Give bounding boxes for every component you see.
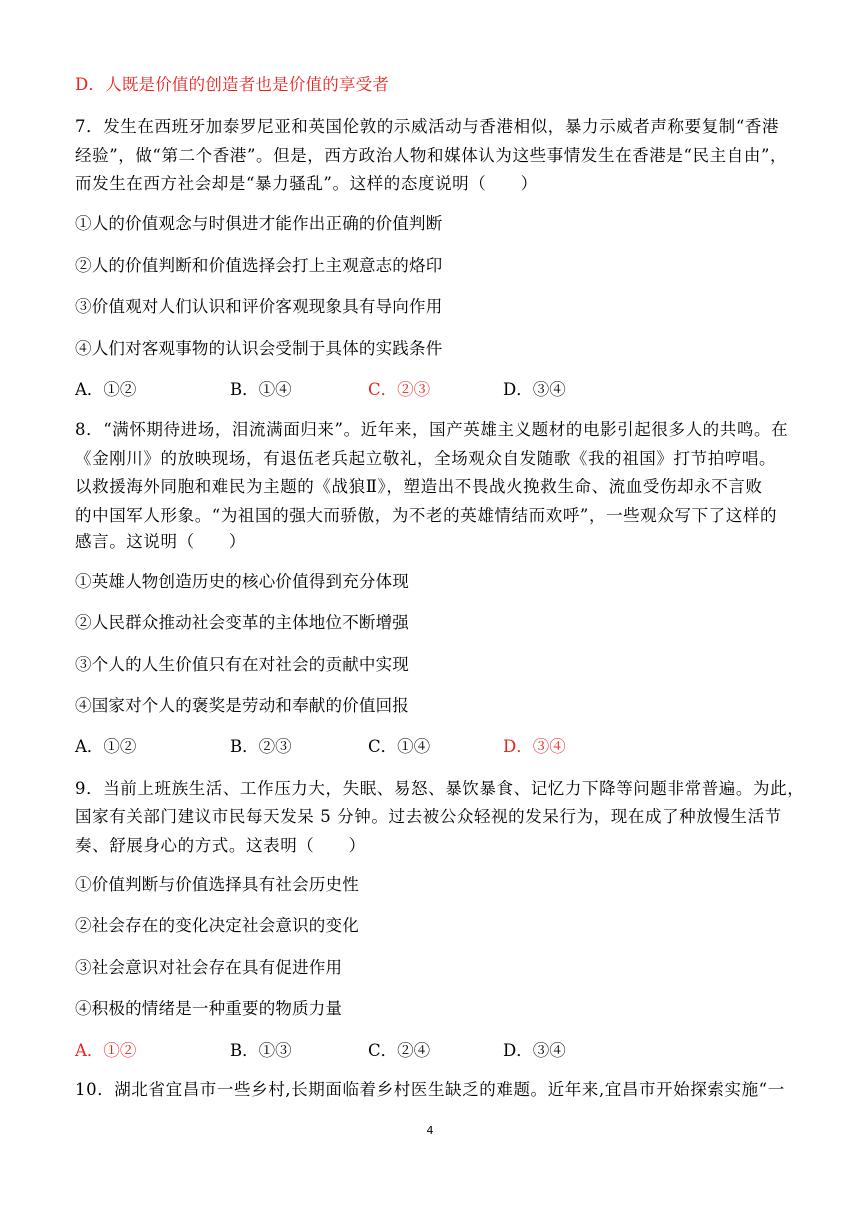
q7-stem-line: 7．发生在西班牙加泰罗尼亚和英国伦敦的示威活动与香港相似，暴力示威者声称要复制“香港 bbox=[75, 117, 780, 136]
q9-option-c: C．②④ bbox=[368, 1041, 431, 1060]
q8-statement-1: ①英雄人物创造历史的核心价值得到充分体现 bbox=[75, 572, 409, 591]
q7-option-d: D．③④ bbox=[503, 380, 566, 399]
q7-statement-2: ②人的价值判断和价值选择会打上主观意志的烙印 bbox=[75, 256, 443, 275]
q7-statement-3: ③价值观对人们认识和评价客观现象具有导向作用 bbox=[75, 297, 443, 316]
q7-stem-line: 而发生在西方社会却是“暴力骚乱”。这样的态度说明（ ） bbox=[75, 174, 538, 193]
q8-option-a: A．①② bbox=[75, 737, 137, 756]
q8-option-b: B．②③ bbox=[230, 737, 292, 756]
q6-answer-option-d: D．人既是价值的创造者也是价值的享受者 bbox=[75, 75, 390, 94]
q8-statement-3: ③个人的人生价值只有在对社会的贡献中实现 bbox=[75, 655, 409, 674]
q9-stem-line: 9．当前上班族生活、工作压力大，失眠、易怒、暴饮暴食、记忆力下降等问题非常普遍。为此， bbox=[75, 779, 805, 798]
q9-stem-line: 奏、舒展身心的方式。这表明（ ） bbox=[75, 836, 366, 855]
q8-stem-line: 8．“满怀期待进场，泪流满面归来”。近年来，国产英雄主义题材的电影引起很多人的共鸣。在 bbox=[75, 420, 789, 439]
q7-option-a: A．①② bbox=[75, 380, 137, 399]
q8-statement-4: ④国家对个人的褒奖是劳动和奉献的价值回报 bbox=[75, 696, 409, 715]
q8-statement-2: ②人民群众推动社会变革的主体地位不断增强 bbox=[75, 613, 409, 632]
q7-statement-4: ④人们对客观事物的认识会受制于具体的实践条件 bbox=[75, 339, 443, 358]
q8-stem-line: 《金刚川》的放映现场，有退伍老兵起立敬礼，全场观众自发随歌《我的祖国》打节拍哼唱。 bbox=[75, 449, 777, 468]
q9-statement-3: ③社会意识对社会存在具有促进作用 bbox=[75, 958, 343, 977]
q9-option-a-answer: A．①② bbox=[75, 1041, 137, 1060]
q8-option-d-answer: D．③④ bbox=[503, 737, 566, 756]
q9-stem-line: 国家有关部门建议市民每天发呆 5 分钟。过去被公众轻视的发呆行为，现在成了种放慢生活节 bbox=[75, 807, 782, 826]
q9-option-b: B．①③ bbox=[230, 1041, 292, 1060]
q9-statement-1: ①价值判断与价值选择具有社会历史性 bbox=[75, 875, 359, 894]
q8-stem-line: 的中国军人形象。“为祖国的强大而骄傲，为不老的英雄情结而欢呼”，一些观众写下了这样的 bbox=[75, 506, 778, 525]
q7-stem-line: 经验”，做“第二个香港”。但是，西方政治人物和媒体认为这些事情发生在香港是“民主自由”， bbox=[75, 146, 788, 165]
q9-statement-2: ②社会存在的变化决定社会意识的变化 bbox=[75, 916, 359, 935]
q9-statement-4: ④积极的情绪是一种重要的物质力量 bbox=[75, 999, 343, 1018]
q7-statement-1: ①人的价值观念与时俱进才能作出正确的价值判断 bbox=[75, 214, 443, 233]
page-number: 4 bbox=[426, 1124, 434, 1137]
q8-stem-line: 感言。这说明（ ） bbox=[75, 532, 246, 551]
q10-stem-line: 10．湖北省宜昌市一些乡村,长期面临着乡村医生缺乏的难题。近年来,宜昌市开始探索实施“一 bbox=[75, 1080, 785, 1099]
q8-stem-line: 以救援海外同胞和难民为主题的《战狼Ⅱ》，塑造出不畏战火挽救生命、流血受伤却永不言败 bbox=[75, 477, 763, 496]
q8-option-c: C．①④ bbox=[368, 737, 431, 756]
q7-option-c-answer: C．②③ bbox=[368, 380, 431, 399]
q9-option-d: D．③④ bbox=[503, 1041, 566, 1060]
q7-option-b: B．①④ bbox=[230, 380, 292, 399]
